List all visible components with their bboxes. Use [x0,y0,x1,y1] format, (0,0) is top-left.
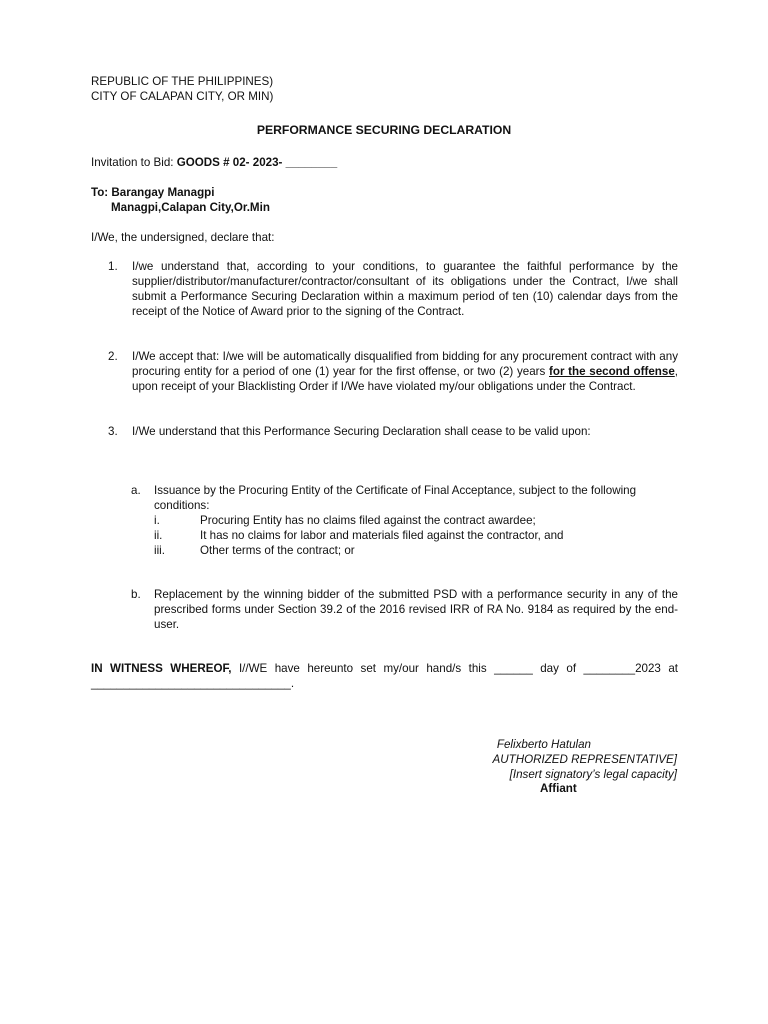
item-number: 2. [108,350,118,363]
condition-b [131,587,678,632]
signatory-role: AUTHORIZED REPRESENTATIVE] [492,753,677,766]
condition-letter: a. [131,484,141,497]
item-text [132,349,678,394]
intro-statement: I/We, the undersigned, declare that: [91,231,275,244]
roman-numeral: ii. [154,529,163,542]
condition-text: Replacement by the winning bidder of the submitted PSD with a performance security in any of the prescribed forms under Section 39.2 of the 2016 revised IRR of RA No. 9184 as required by the end-user. [154,588,678,631]
item-text-part: I/We accept that: I/we will be automatically disqualified from bidding for any procurement contract with any procuring entity for a period of one (1) year for the first offense, or two (2) years [132,350,678,378]
sub-condition-text: It has no claims for labor and materials filed against the contractor, and [200,529,564,542]
witness-text: I//WE have hereunto set my/our hand/s this ______ day of ________2023 at _______________________________. [91,662,678,690]
addressee-address: Managpi,Calapan City,Or.Min [111,201,270,214]
condition-a [131,483,678,513]
affiant-label: Affiant [540,782,577,795]
sub-condition-ii [154,528,563,543]
sub-condition-text: Procuring Entity has no claims filed against the contract awardee; [200,514,536,527]
invitation-value: GOODS # 02- 2023- ________ [176,156,338,169]
document-title: PERFORMANCE SECURING DECLARATION [256,123,512,137]
roman-numeral: i. [154,514,160,527]
signatory-name [440,737,677,752]
item-number: 3. [108,425,118,438]
declaration-item-1 [108,259,678,319]
header-city: CITY OF CALAPAN CITY, OR MIN) [91,90,274,103]
item-text: I/We understand that this Performance Securing Declaration shall cease to be valid upon: [132,425,591,438]
addressee-name: Barangay Managpi [111,186,215,199]
item-text-part: , upon receipt of your Blacklisting Order if I/We have violated my/our obligations under the Contract. [132,365,678,393]
signatory-name-text: Felixberto Hatulan [496,738,591,751]
condition-text: Issuance by the Procuring Entity of the Certificate of Final Acceptance, subject to the following conditions: [154,484,637,512]
item-text: I/we understand that, according to your conditions, to guarantee the faithful performance by the supplier/distributor/manufacturer/contractor/consultant of its obligations under the Contract, I/we shall submit a Performance Securing Declaration within a maximum period of ten (10) calendar days from the receipt of the Notice of Award prior to the signing of the Contract. [132,260,678,318]
invitation-to-bid [91,155,337,170]
condition-letter: b. [131,588,141,601]
sub-condition-iii [154,543,355,558]
item-number: 1. [108,260,118,273]
declaration-item-3 [108,424,678,439]
roman-numeral: iii. [154,544,165,557]
signatory-capacity: [Insert signatory’s legal capacity] [509,768,677,781]
addressee-block [91,185,270,215]
declaration-item-2 [108,349,678,394]
to-label: To: [91,186,112,199]
second-offense-emphasis: for the second offense [549,365,675,378]
header-republic: REPUBLIC OF THE PHILIPPINES) [91,75,274,88]
witness-heading: IN WITNESS WHEREOF, [91,662,232,675]
sub-condition-i [154,513,536,528]
invitation-label: Invitation to Bid: [91,156,177,169]
sub-condition-text: Other terms of the contract; or [200,544,355,557]
document-header [91,74,491,104]
witness-clause [91,661,678,691]
